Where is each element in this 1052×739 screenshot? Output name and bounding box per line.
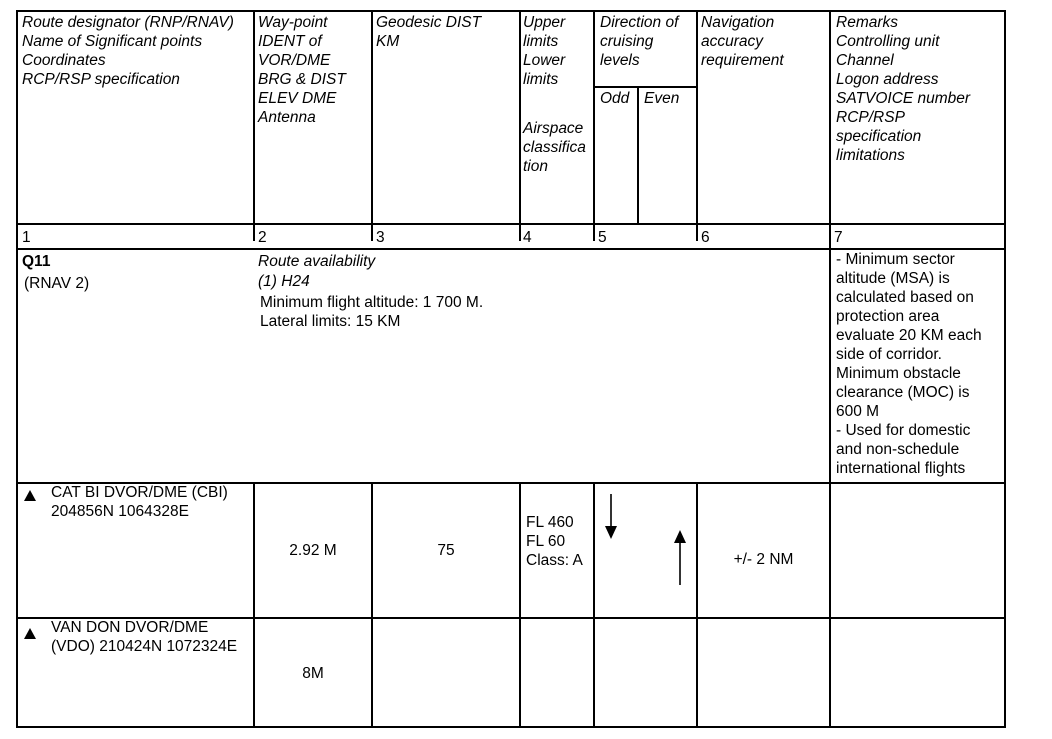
row-divider: [18, 223, 1006, 225]
header-col5-even: Even: [644, 90, 680, 107]
up-arrow-icon: [673, 530, 687, 586]
point-waypoint: 2.92 M: [289, 542, 337, 559]
col-divider: [253, 482, 255, 728]
header-col4-airspace: Airspace classifica tion: [523, 120, 586, 175]
header-col7: Remarks Controlling unit Channel Logon address SATVOICE number RCP/RSP specification limitations: [836, 14, 971, 164]
col-number-7: 7: [834, 229, 843, 246]
col-divider: [593, 12, 595, 241]
point-distance: 75: [437, 542, 455, 559]
point-accuracy: +/- 2 NM: [733, 551, 794, 568]
down-arrow-icon: [604, 494, 618, 542]
route-min-altitude: Minimum flight altitude: 1 700 M.: [260, 294, 484, 311]
point-limits: FL 460 FL 60 Class: A: [526, 514, 583, 569]
col-divider: [696, 12, 698, 241]
header-col1: Route designator (RNP/RNAV) Name of Significant points Coordinates RCP/RSP specification: [22, 14, 234, 88]
triangle-icon: [24, 490, 36, 501]
col-number-6: 6: [701, 229, 710, 246]
col-divider: [829, 12, 831, 728]
header-col5: Direction of cruising levels: [600, 14, 679, 69]
row-divider: [593, 86, 698, 88]
col-number-4: 4: [523, 229, 532, 246]
col-number-2: 2: [258, 229, 267, 246]
route-remarks: - Minimum sector altitude (MSA) is calculated based on protection area evaluate 20 KM each side of corridor. Minimum obstacle clearance (MOC) is 600 M - Used for domestic and non-schedule international flights: [836, 251, 982, 477]
header-col3: Geodesic DIST KM: [376, 14, 482, 50]
col-divider: [519, 482, 521, 728]
header-col4-limits: Upper limits Lower limits: [523, 14, 566, 88]
col-divider: [371, 12, 373, 241]
route-spec: (RNAV 2): [24, 275, 90, 292]
triangle-icon: [24, 628, 36, 639]
point-name: VAN DON DVOR/DME (VDO) 210424N 1072324E: [51, 619, 238, 655]
col-number-1: 1: [22, 229, 31, 246]
header-col5-odd: Odd: [600, 90, 630, 107]
col-number-5: 5: [598, 229, 607, 246]
col-number-3: 3: [376, 229, 385, 246]
enroute-table: [16, 10, 1006, 728]
route-lateral-limits: Lateral limits: 15 KM: [260, 313, 401, 330]
header-col2: Way-point IDENT of VOR/DME BRG & DIST ELEV DME Antenna: [258, 14, 346, 126]
header-col6: Navigation accuracy requirement: [701, 14, 784, 69]
point-name: CAT BI DVOR/DME (CBI) 204856N 1064328E: [51, 484, 228, 520]
point-waypoint: 8M: [302, 665, 324, 682]
col-divider: [371, 482, 373, 728]
route-availability: (1) H24: [258, 273, 310, 290]
route-availability-label: Route availability: [258, 253, 376, 270]
col-divider: [696, 482, 698, 728]
col-divider: [519, 12, 521, 241]
route-designator: Q11: [22, 253, 51, 270]
col-divider: [637, 88, 639, 224]
